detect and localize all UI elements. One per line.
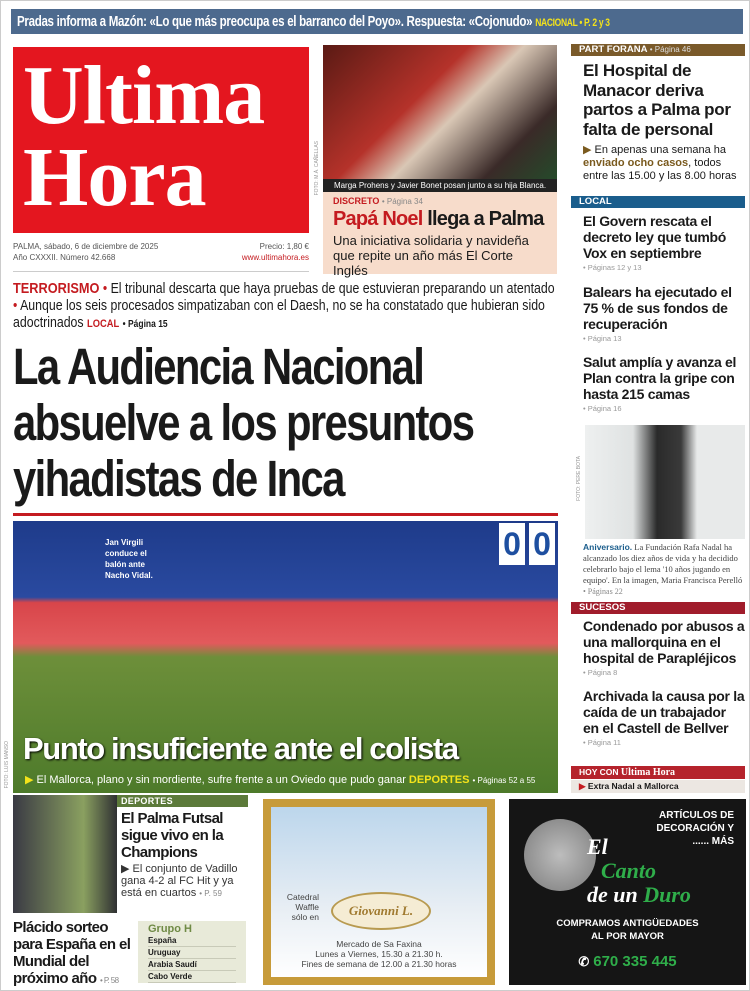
ad-line: Catedral — [286, 892, 319, 902]
story-title: Balears ha ejecutado el 75 % de sus fondos de recuperación — [583, 284, 732, 332]
phone-number: 670 335 445 — [593, 953, 677, 970]
page-ref: • Página 11 — [583, 738, 621, 747]
brand-label: Ultima Hora — [620, 767, 676, 778]
coin-icon — [524, 819, 596, 891]
photo-caption — [583, 542, 747, 597]
nadal-foundation-photo — [585, 425, 745, 539]
photo-credit: FOTO: LUIS MANSO — [4, 741, 10, 789]
arrow-icon: ▶ — [121, 863, 130, 875]
lead-point: El tribunal descarta que haya pruebas de que estuvieran preparando un atentado — [110, 281, 555, 297]
ad-line: Mercado de Sa Faxina — [336, 939, 422, 949]
issue-number: Año CXXXII. Número 42.668 — [13, 253, 116, 262]
date: PALMA, sábado, 6 de diciembre de 2025 — [13, 242, 159, 251]
discreto-story[interactable] — [323, 192, 557, 278]
sport-deck — [25, 773, 535, 786]
page-ref: • Página 13 — [583, 334, 622, 343]
logo-word: El — [587, 834, 608, 859]
extra-supplement-link[interactable] — [571, 780, 745, 793]
price: Precio: 1,80 € — [259, 242, 309, 251]
lead-point: Aunque los seis procesados simpatizaban con el Daesh, no se ha constatado que hubieran sido adoctrinados — [13, 298, 545, 331]
supplement-label: Extra Nadal a Mallorca — [587, 781, 679, 791]
deck-text: El conjunto de Vadillo gana 4-2 al FC Hit y ya está en cuartos — [121, 863, 238, 899]
caption-kicker: Aniversario. — [583, 542, 633, 552]
website-link[interactable]: www.ultimahora.es — [241, 253, 309, 262]
caption-text: La Fundación Rafa Nadal ha alcanzado los diez años de vida y ha decidido celebrarlo bajo el lema '10 años jugando en equipo'. En la imagen, Maria Francisca Perelló — [583, 542, 743, 585]
kicker-label: DISCRETO — [333, 196, 380, 206]
story-kicker — [333, 196, 547, 206]
story-title: El Hospital de Manacor deriva partos a Palma por falta de personal — [583, 61, 731, 139]
hoy-con-label: HOY CON — [579, 767, 619, 777]
page-ref: • Página 8 — [583, 668, 618, 677]
story-title: Condenado por abusos a una mallorquina en el hospital de Parapléjicos — [583, 618, 745, 666]
arrow-icon: ▶ — [579, 781, 586, 791]
page-ref: • Página 46 — [649, 45, 691, 54]
score-away: 0 — [529, 523, 555, 565]
story-title: Archivada la causa por la caída de un trabajador en el Castell de Bellver — [583, 688, 745, 736]
group-table — [138, 921, 246, 983]
deck-highlight: enviado ocho casos — [583, 157, 689, 169]
local-story[interactable] — [583, 213, 745, 272]
deck-text: El Mallorca, plano y sin mordiente, sufre frente a un Oviedo que pudo ganar — [36, 774, 406, 786]
deck-text: , todos entre las 15.00 y las 8.00 horas — [583, 157, 737, 182]
page-ref: • Página 16 — [583, 404, 622, 413]
section-sucesos: SUCESOS — [571, 602, 745, 614]
story-title: El Govern rescata el decreto ley que tumbó Vox en septiembre — [583, 213, 727, 261]
team-row: España — [148, 935, 236, 947]
page-ref: • P. 58 — [100, 976, 119, 985]
logo-word: Duro — [643, 882, 691, 907]
ad-line: COMPRAMOS ANTIGÜEDADES — [556, 918, 699, 929]
masthead-logo[interactable] — [13, 47, 309, 233]
main-headline-block[interactable] — [13, 339, 561, 511]
story-title — [333, 208, 547, 231]
section-label: PART FORANA — [579, 44, 648, 55]
ad-line: sólo en — [291, 912, 319, 922]
ad-line: Lunes a Viernes, 15.30 a 21.30 h. — [315, 949, 443, 959]
section-tag: DEPORTES — [117, 795, 248, 807]
page-ref: • Página 34 — [381, 197, 423, 206]
team-row: Uruguay — [148, 947, 236, 959]
futsal-story[interactable] — [13, 795, 248, 913]
banner-text: Pradas informa a Mazón: «Lo que más preocupa es el barranco del Poyo». Respuesta: «Cojonudo» — [17, 13, 533, 30]
ad-line: AL POR MAYOR — [591, 931, 664, 942]
waffle-ad[interactable] — [263, 799, 495, 985]
section-part-forana — [571, 44, 745, 56]
divider — [13, 513, 558, 516]
photo-credit: FOTO: M.À. CAÑELLAS — [314, 141, 320, 196]
deck-text: En apenas una semana ha — [594, 144, 727, 156]
page-ref: • Páginas 22 — [583, 587, 623, 596]
sucesos-story[interactable] — [583, 688, 745, 747]
banner-section-label: NACIONAL — [535, 17, 578, 29]
placido-story[interactable] — [13, 919, 138, 989]
lead-tag: TERRORISMO — [13, 280, 100, 297]
ad-offer — [509, 917, 746, 943]
football-photo[interactable] — [13, 521, 558, 793]
local-story[interactable] — [583, 354, 745, 413]
story-deck — [117, 861, 248, 902]
bullet: • — [102, 281, 108, 297]
page-ref: • P. 59 — [199, 889, 222, 898]
family-photo — [323, 45, 557, 179]
ad-line: Waffle — [295, 902, 319, 912]
manacor-story[interactable] — [583, 61, 745, 183]
ad-info — [271, 939, 487, 969]
title-highlight: Papá Noel — [333, 208, 423, 230]
section-label: DEPORTES — [408, 774, 470, 786]
ad-tagline — [279, 892, 319, 922]
story-title: Salut amplía y avanza el Plan contra la gripe con hasta 215 camas — [583, 354, 737, 402]
top-banner[interactable] — [11, 9, 743, 34]
story-deck: Una iniciativa solidaria y navideña que repite un año más El Corte Inglés — [333, 233, 529, 278]
banner-section — [535, 17, 609, 29]
ad-brand-logo — [587, 835, 691, 907]
arrow-icon: ▶ — [583, 144, 592, 156]
photo-credit: FOTO: PERE BOTA — [576, 456, 582, 501]
group-title: Grupo H — [148, 923, 192, 935]
banner-content — [17, 9, 610, 34]
story-title: Plácido sorteo para España en el Mundial del próximo año — [13, 919, 131, 987]
page-ref: • Página 15 — [122, 319, 168, 330]
team-row: Cabo Verde — [148, 971, 236, 983]
ad-line: Fines de semana de 12.00 a 21.30 horas — [301, 959, 457, 969]
ad-line: ARTÍCULOS DE — [659, 810, 734, 821]
phone-icon: ✆ — [578, 954, 590, 969]
banner-pages: • P. 2 y 3 — [579, 17, 610, 29]
bullet: • — [13, 298, 18, 314]
story-deck — [583, 144, 745, 183]
arrow-icon: ▶ — [25, 774, 34, 786]
ad-phone[interactable] — [509, 953, 746, 970]
lead-content — [13, 280, 557, 333]
photo-caption: Marga Prohens y Javier Bonet posan junto a su hija Blanca. — [323, 179, 557, 192]
dateline — [13, 241, 309, 272]
team-row: Arabia Saudí — [148, 959, 236, 971]
local-story[interactable] — [583, 284, 745, 343]
story-title: El Palma Futsal sigue vivo en la Champions — [121, 810, 224, 861]
title-rest: llega a Palma — [427, 208, 544, 230]
ad-line: DECORACIÓN Y — [656, 823, 734, 834]
score-home: 0 — [499, 523, 525, 565]
logo-word: Canto — [601, 858, 657, 883]
section-local: LOCAL — [571, 196, 745, 208]
section-label: LOCAL — [87, 318, 120, 330]
ad-line: ...... MÁS — [692, 836, 734, 847]
logo-word: de un — [587, 882, 638, 907]
logo-line: Hora — [23, 131, 206, 224]
page-ref: • Páginas 52 a 55 — [472, 776, 536, 785]
ad-brand-logo: Giovanni L. — [331, 892, 431, 930]
hoy-con-header — [571, 766, 745, 779]
page-ref: • Páginas 12 y 13 — [583, 263, 642, 272]
lead-summary — [13, 280, 558, 336]
photo-caption: Jan Virgili conduce el balón ante Nacho Vidal. — [105, 538, 153, 580]
main-headline[interactable]: La Audiencia Nacional absuelve a los presuntos yihadistas de Inca — [13, 338, 474, 507]
logo-line: Ultima — [23, 49, 265, 142]
antiques-ad[interactable] — [509, 799, 746, 985]
story-box — [117, 795, 248, 913]
sport-headline: Punto insuficiente ante el colista — [23, 731, 458, 766]
sucesos-story[interactable] — [583, 618, 745, 677]
